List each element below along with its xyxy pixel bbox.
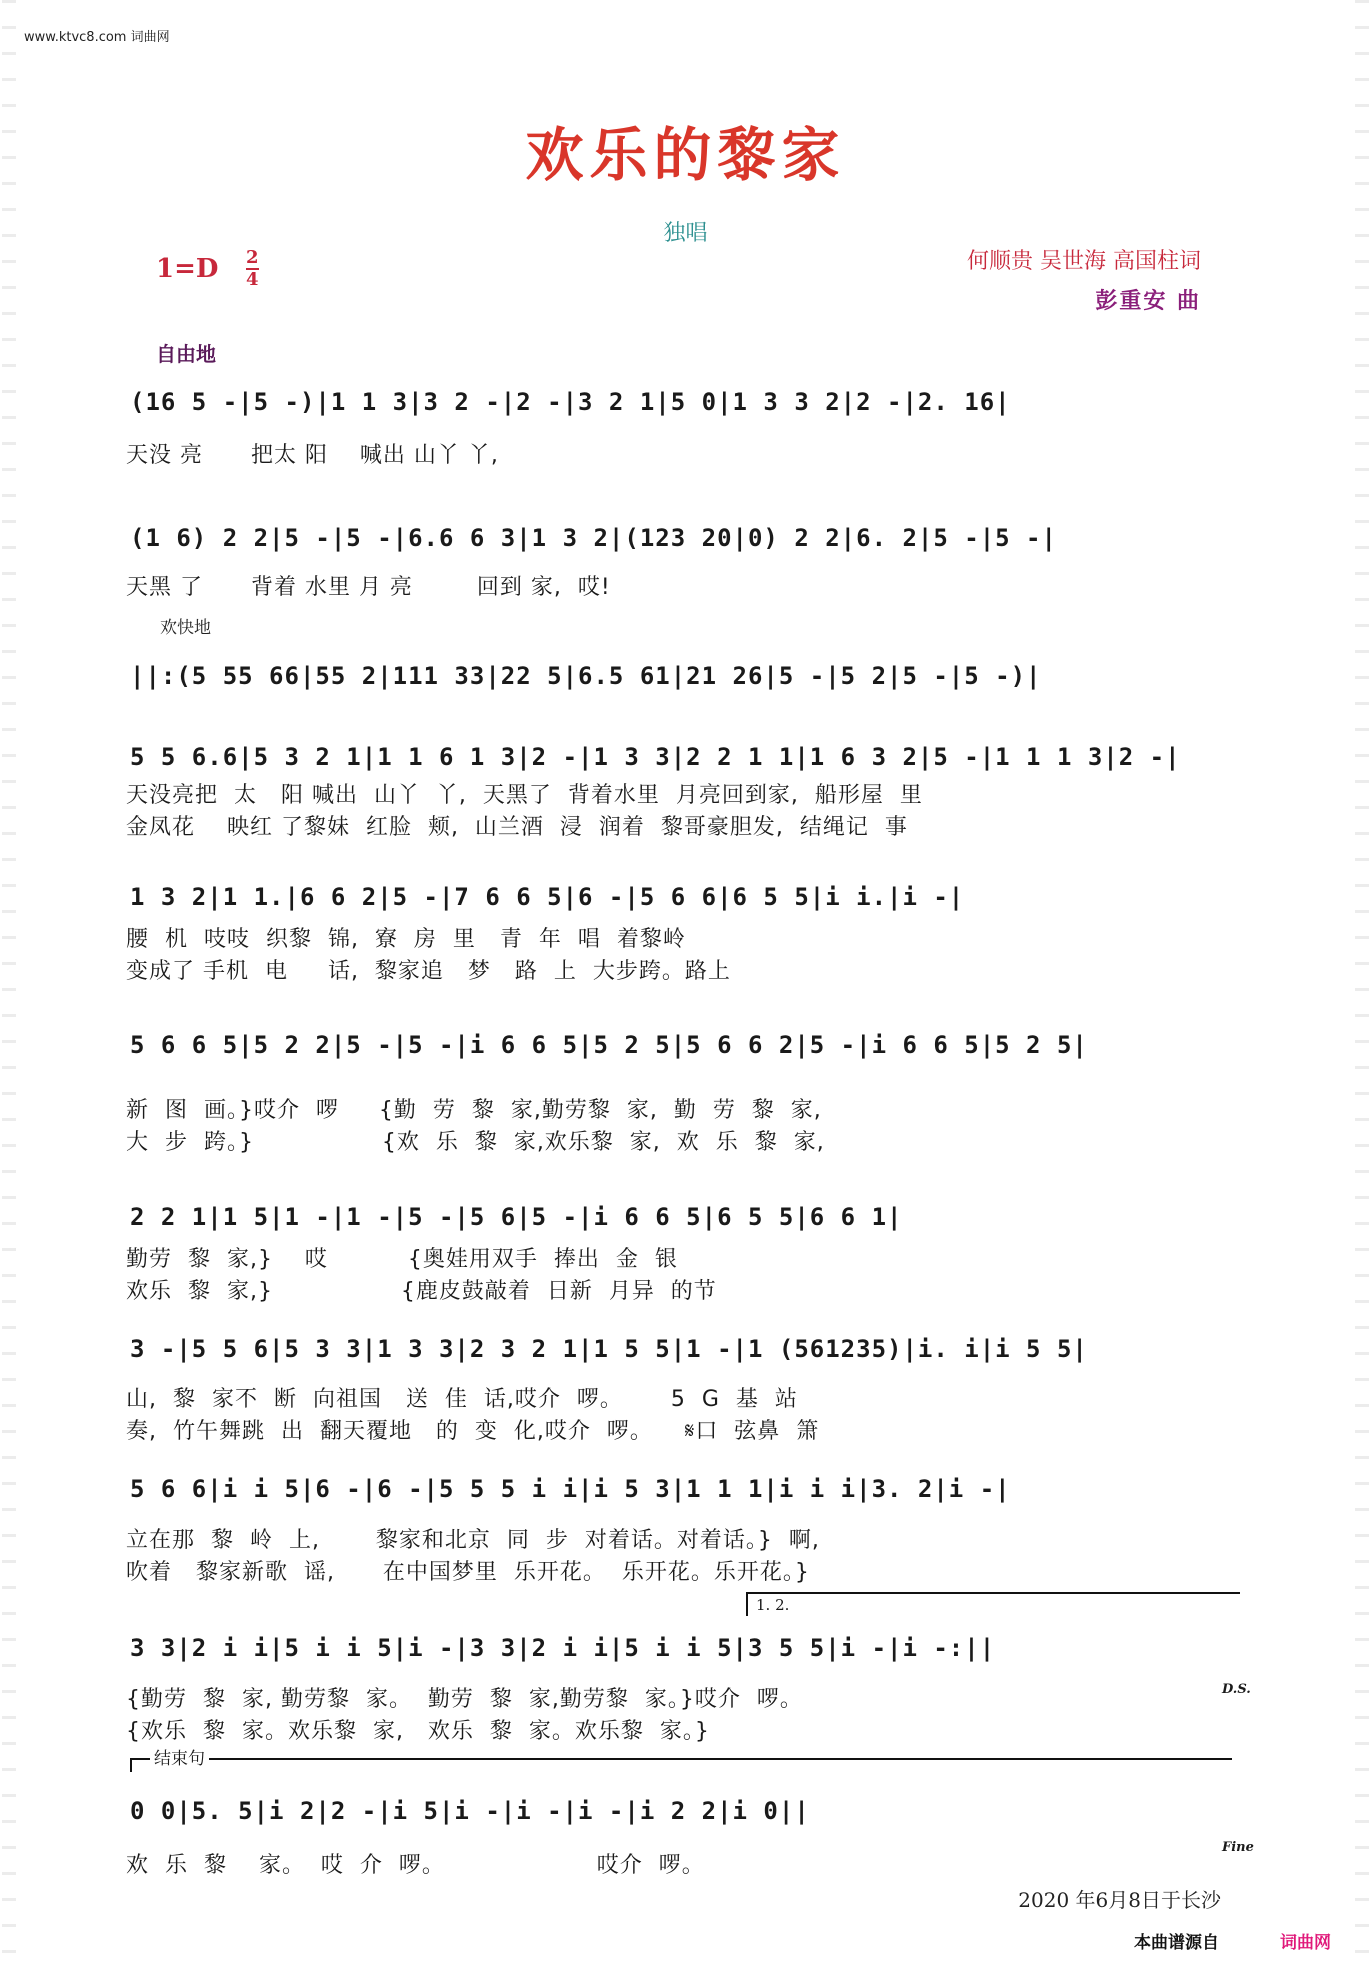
time-signature-top: 2	[246, 247, 259, 268]
fine-mark: Fine	[1222, 1840, 1254, 1855]
right-margin-watermark	[1355, 0, 1369, 1973]
time-signature-bottom: 4	[246, 269, 259, 290]
notation-row: 2 2 1|1 5|1 -|1 -|5 -|5 6|5 -|i 6 6 5|6 5 5|6 6 1|	[130, 1203, 903, 1231]
key-signature: 1=D	[156, 254, 219, 284]
composer-credit: 彭重安 曲	[1095, 289, 1201, 314]
time-signature	[246, 248, 259, 290]
song-title: 欢乐的黎家	[525, 121, 846, 189]
lyric-line: 欢乐 黎 家,} {鹿皮鼓敲着 日新 月异 的节	[126, 1279, 717, 1304]
lyric-line: 吹着 黎家新歌 谣, 在中国梦里 乐开花。 乐开花。乐开花。}	[126, 1560, 810, 1585]
lyric-line: 变成了 手机 电 话, 黎家追 梦 路 上 大步跨。路上	[126, 959, 731, 984]
left-margin-watermark	[2, 0, 16, 1973]
notation-row: 5 5 6.6|5 3 2 1|1 1 6 1 3|2 -|1 3 3|2 2 1 1|1 6 3 2|5 -|1 1 1 3|2 -|	[130, 743, 1181, 771]
lyric-line: 天没 亮 把太 阳 喊出 山丫 丫,	[126, 443, 499, 468]
ending-label: 结束句	[150, 1744, 209, 1769]
notation-row: 5 6 6 5|5 2 2|5 -|5 -|i 6 6 5|5 2 5|5 6 6 2|5 -|i 6 6 5|5 2 5|	[130, 1031, 1088, 1059]
lyric-line: 勤劳 黎 家,} 哎 {奥娃用双手 捧出 金 银	[126, 1247, 678, 1272]
lyric-line: 大 步 跨。} {欢 乐 黎 家,欢乐黎 家, 欢 乐 黎 家,	[126, 1130, 825, 1155]
lyric-line: 天黑 了 背着 水里 月 亮 回到 家, 哎!	[126, 575, 611, 600]
lyric-line: 立在那 黎 岭 上, 黎家和北京 同 步 对着话。对着话。} 啊,	[126, 1528, 820, 1553]
notation-row: (1 6) 2 2|5 -|5 -|6.6 6 3|1 3 2|(123 20|0) 2 2|6. 2|5 -|5 -|	[130, 524, 1057, 552]
source-label: 本曲谱源自	[1134, 1933, 1219, 1953]
lyric-line: 新 图 画。}哎介 啰 {勤 劳 黎 家,勤劳黎 家, 勤 劳 黎 家,	[126, 1098, 822, 1123]
tempo-free: 自由地	[156, 342, 216, 366]
notation-row: (16 5 -|5 -)|1 1 3|3 2 -|2 -|3 2 1|5 0|1 3 3 2|2 -|2. 16|	[130, 388, 1011, 416]
site-url: www.ktvc8.com 词曲网	[24, 30, 170, 45]
lyric-line: 金凤花 映红 了黎妹 红脸 颊, 山兰酒 浸 润着 黎哥豪胆发, 结绳记 事	[126, 815, 908, 840]
volta-label: 1. 2.	[756, 1596, 790, 1614]
brand-name: 词曲网	[1280, 1933, 1331, 1953]
notation-row: ||:(5 55 66|55 2|111 33|22 5|6.5 61|21 26|5 -|5 2|5 -|5 -)|	[130, 662, 1042, 690]
ending-bracket	[130, 1758, 1232, 1772]
lyric-line: 奏, 竹午舞跳 出 翻天覆地 的 变 化,哎介 啰。 𝄋口 弦鼻 箫	[126, 1419, 820, 1444]
lyric-line: {欢乐 黎 家。欢乐黎 家, 欢乐 黎 家。欢乐黎 家。}	[126, 1719, 710, 1744]
lyric-line: 腰 机 吱吱 织黎 锦, 寮 房 里 青 年 唱 着黎岭	[126, 927, 686, 952]
notation-row: 0 0|5. 5|i 2|2 -|i 5|i -|i -|i -|i 2 2|i 0||	[130, 1797, 810, 1825]
notation-row: 3 3|2 i i|5 i i 5|i -|3 3|2 i i|5 i i 5|3 5 5|i -|i -:||	[130, 1634, 996, 1662]
notation-row: 5 6 6|i i 5|6 -|6 -|5 5 5 i i|i 5 3|1 1 1|i i i|3. 2|i -|	[130, 1475, 1011, 1503]
lyric-line: 山, 黎 家不 断 向祖国 送 佳 话,哎介 啰。 5 G 基 站	[126, 1387, 798, 1412]
volta-bracket	[746, 1592, 1240, 1616]
notation-row: 1 3 2|1 1.|6 6 2|5 -|7 6 6 5|6 -|5 6 6|6 5 5|i i.|i -|	[130, 883, 965, 911]
performance-type: 独唱	[663, 221, 708, 246]
lyric-line: 欢 乐 黎 家。 哎 介 啰。 哎介 啰。	[126, 1853, 705, 1878]
lyric-line: {勤劳 黎 家, 勤劳黎 家。 勤劳 黎 家,勤劳黎 家。}哎介 啰。	[126, 1687, 803, 1712]
notation-row: 3 -|5 5 6|5 3 3|1 3 3|2 3 2 1|1 5 5|1 -|1 (561235)|i. i|i 5 5|	[130, 1335, 1088, 1363]
dal-segno: D.S.	[1222, 1682, 1251, 1697]
lyricist-credit: 何顺贵 吴世海 高国柱词	[967, 249, 1201, 274]
tempo-lively: 欢快地	[160, 618, 211, 638]
lyric-line: 天没亮把 太 阳 喊出 山丫 丫, 天黑了 背着水里 月亮回到家, 船形屋 里	[126, 783, 923, 808]
composition-date: 2020 年6月8日于长沙	[1018, 1888, 1221, 1912]
